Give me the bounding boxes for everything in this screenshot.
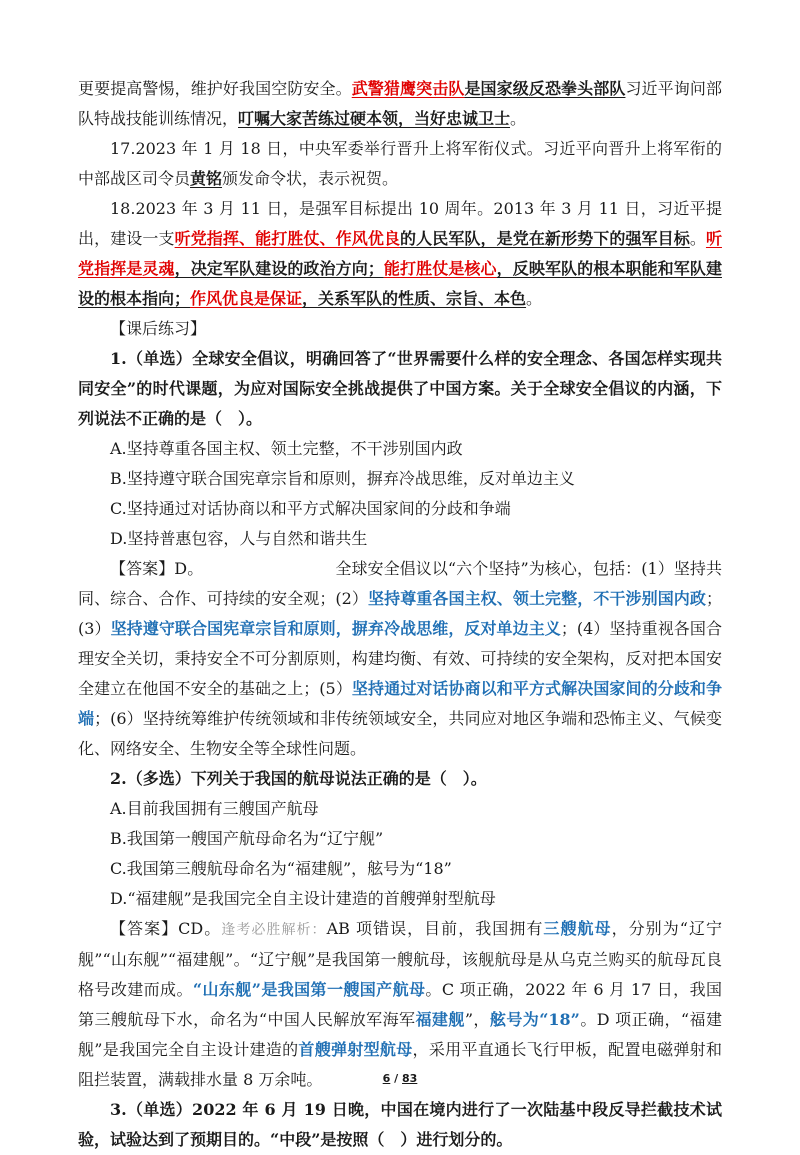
text: 更要提高警惕，维护好我国空防安全。: [78, 79, 352, 98]
highlight-red: 能打胜仗是核心: [383, 259, 497, 278]
text: AB 项错误，目前，我国拥有: [326, 919, 544, 938]
highlight-red: 听党指挥是灵魂: [78, 229, 722, 278]
text: 习近平询问部队特战技能训练情况，: [78, 79, 722, 128]
paragraph-falcon-commando: [78, 74, 722, 134]
highlight-bold: ，关系军队的性质、宗旨、本色: [302, 289, 527, 308]
highlight-blue: 福建舰: [415, 1010, 465, 1029]
question-1-option-b: B.坚持遵守联合国宪章宗旨和原则，摒弃冷战思维，反对单边主义: [110, 469, 575, 488]
text: ；(3）: [78, 589, 722, 638]
highlight-bold: 是国家级反恐拳头部队: [464, 79, 626, 98]
page-separator: /: [390, 1072, 403, 1085]
page-number: 6: [382, 1072, 391, 1085]
highlight-bold: 叮嘱大家苦练过硬本领，当好忠诚卫士: [238, 109, 511, 128]
text: 。: [510, 109, 527, 128]
text: 。: [526, 289, 543, 308]
text: 。: [689, 229, 706, 248]
text: 17.2023 年 1 月 18 日，中央军委举行晋升上将军衔仪式。习近平向晋升上将军衔的中部战区司令员: [78, 139, 722, 188]
paragraph-item-18: [78, 194, 722, 314]
question-1-answer: [78, 554, 722, 764]
answer-label: 【答案】CD。: [110, 919, 222, 938]
text: ；(6）坚持统筹维护传统领域和非传统领域安全，共同应对地区争端和恐怖主义、气候变化、网络安全、生物安全等全球性问题。: [78, 709, 722, 758]
answer-label: 【答案】D。: [110, 559, 204, 578]
document-body: [78, 74, 722, 1155]
text: ，采用平直通长飞行甲板，配置电磁弹射和阻拦装置，满载排水量 8 万余吨。: [78, 1040, 722, 1089]
question-2-option-c: C.我国第三艘航母命名为“福建舰”，舷号为“18”: [110, 859, 452, 878]
question-2-option-d: D.“福建舰”是我国完全自主设计建造的首艘弹射型航母: [110, 889, 496, 908]
highlight-blue: 坚持遵守联合国宪章宗旨和原则，摒弃冷战思维，反对单边主义: [110, 619, 561, 638]
watermark-text: 逢考必胜解析：: [221, 922, 327, 938]
highlight-red: 作风优良是保证: [190, 289, 303, 308]
highlight-bold: 的人民军队，是党在新形势下的强军目标: [400, 229, 690, 248]
highlight-bold: ，反映军队的根本职能和军队建设的根本指向；: [78, 259, 722, 308]
highlight-blue: 舷号为“18”: [489, 1010, 580, 1029]
highlight-blue: 三艘航母: [543, 919, 612, 938]
text: 颁发命令状，表示祝贺。: [222, 169, 399, 188]
highlight-blue: 坚持通过对话协商以和平方式解决国家间的分歧和争端: [78, 679, 722, 728]
text: 18.2023 年 3 月 11 日，是强军目标提出 10 周年。2013 年 3 月 11 日，习近平提出，建设一支: [78, 199, 722, 248]
text: ”，: [464, 1010, 490, 1029]
question-3-stem: 3.（单选）2022 年 6 月 19 日晚，中国在境内进行了一次陆基中段反导拦截技术试验，试验达到了预期目的。“中段”是按照（ ）进行划分的。: [78, 1100, 722, 1149]
text: ；(4）坚持重视各国合理安全关切，秉持安全不可分割原则，构建均衡、有效、可持续的安全架构，反对把本国安全建立在他国不安全的基础之上；(5）: [78, 619, 722, 698]
question-2-answer: [78, 914, 722, 1095]
page-total: 83: [402, 1072, 418, 1085]
question-2-stem: 2.（多选）下列关于我国的航母说法正确的是（ ）。: [110, 769, 487, 788]
highlight-bold: 黄铭: [190, 169, 223, 188]
page-footer: [0, 1072, 800, 1085]
text: 。D 项正确，“福建舰”是我国完全自主设计建造的: [78, 1010, 722, 1059]
paragraph-item-17: [78, 134, 722, 194]
highlight-bold: ，决定军队建设的政治方向；: [174, 259, 384, 278]
question-1-option-a: A.坚持尊重各国主权、领土完整，不干涉别国内政: [110, 439, 463, 458]
highlight-blue: “山东舰”是我国第一艘国产航母: [192, 980, 426, 999]
question-1-option-d: D.坚持普惠包容，人与自然和谐共生: [110, 529, 368, 548]
text: ，分别为“辽宁舰”“山东舰”“福建舰”。“辽宁舰”是我国第一艘航母，该舰航母是从乌克兰购买的航母瓦良格号改建而成。: [78, 919, 722, 999]
section-heading-exercises: 【课后练习】: [110, 319, 207, 338]
highlight-blue: 首艘弹射型航母: [298, 1040, 413, 1059]
highlight-red: 听党指挥、能打胜仗、作风优良: [174, 229, 401, 248]
question-2-option-b: B.我国第一艘国产航母命名为“辽宁舰”: [110, 829, 384, 848]
highlight-red: 武警猎鹰突击队: [351, 79, 465, 98]
text: 全球安全倡议以“六个坚持”为核心，包括：(1）坚持共同、综合、合作、可持续的安全观；(2）: [78, 559, 722, 608]
text: 。C 项正确，2022 年 6 月 17 日，我国第三艘航母下水，命名为“中国人民解放军海军: [78, 980, 722, 1029]
question-1-option-c: C.坚持通过对话协商以和平方式解决国家间的分歧和争端: [110, 499, 511, 518]
highlight-blue: 坚持尊重各国主权、领土完整，不干涉别国内政: [368, 589, 706, 608]
question-2-option-a: A.目前我国拥有三艘国产航母: [110, 799, 319, 818]
question-1-stem: 1.（单选）全球安全倡议，明确回答了“世界需要什么样的安全理念、各国怎样实现共同安全”的时代课题，为应对国际安全挑战提供了中国方案。关于全球安全倡议的内涵，下列说法不正确的是（ ）。: [78, 349, 722, 428]
